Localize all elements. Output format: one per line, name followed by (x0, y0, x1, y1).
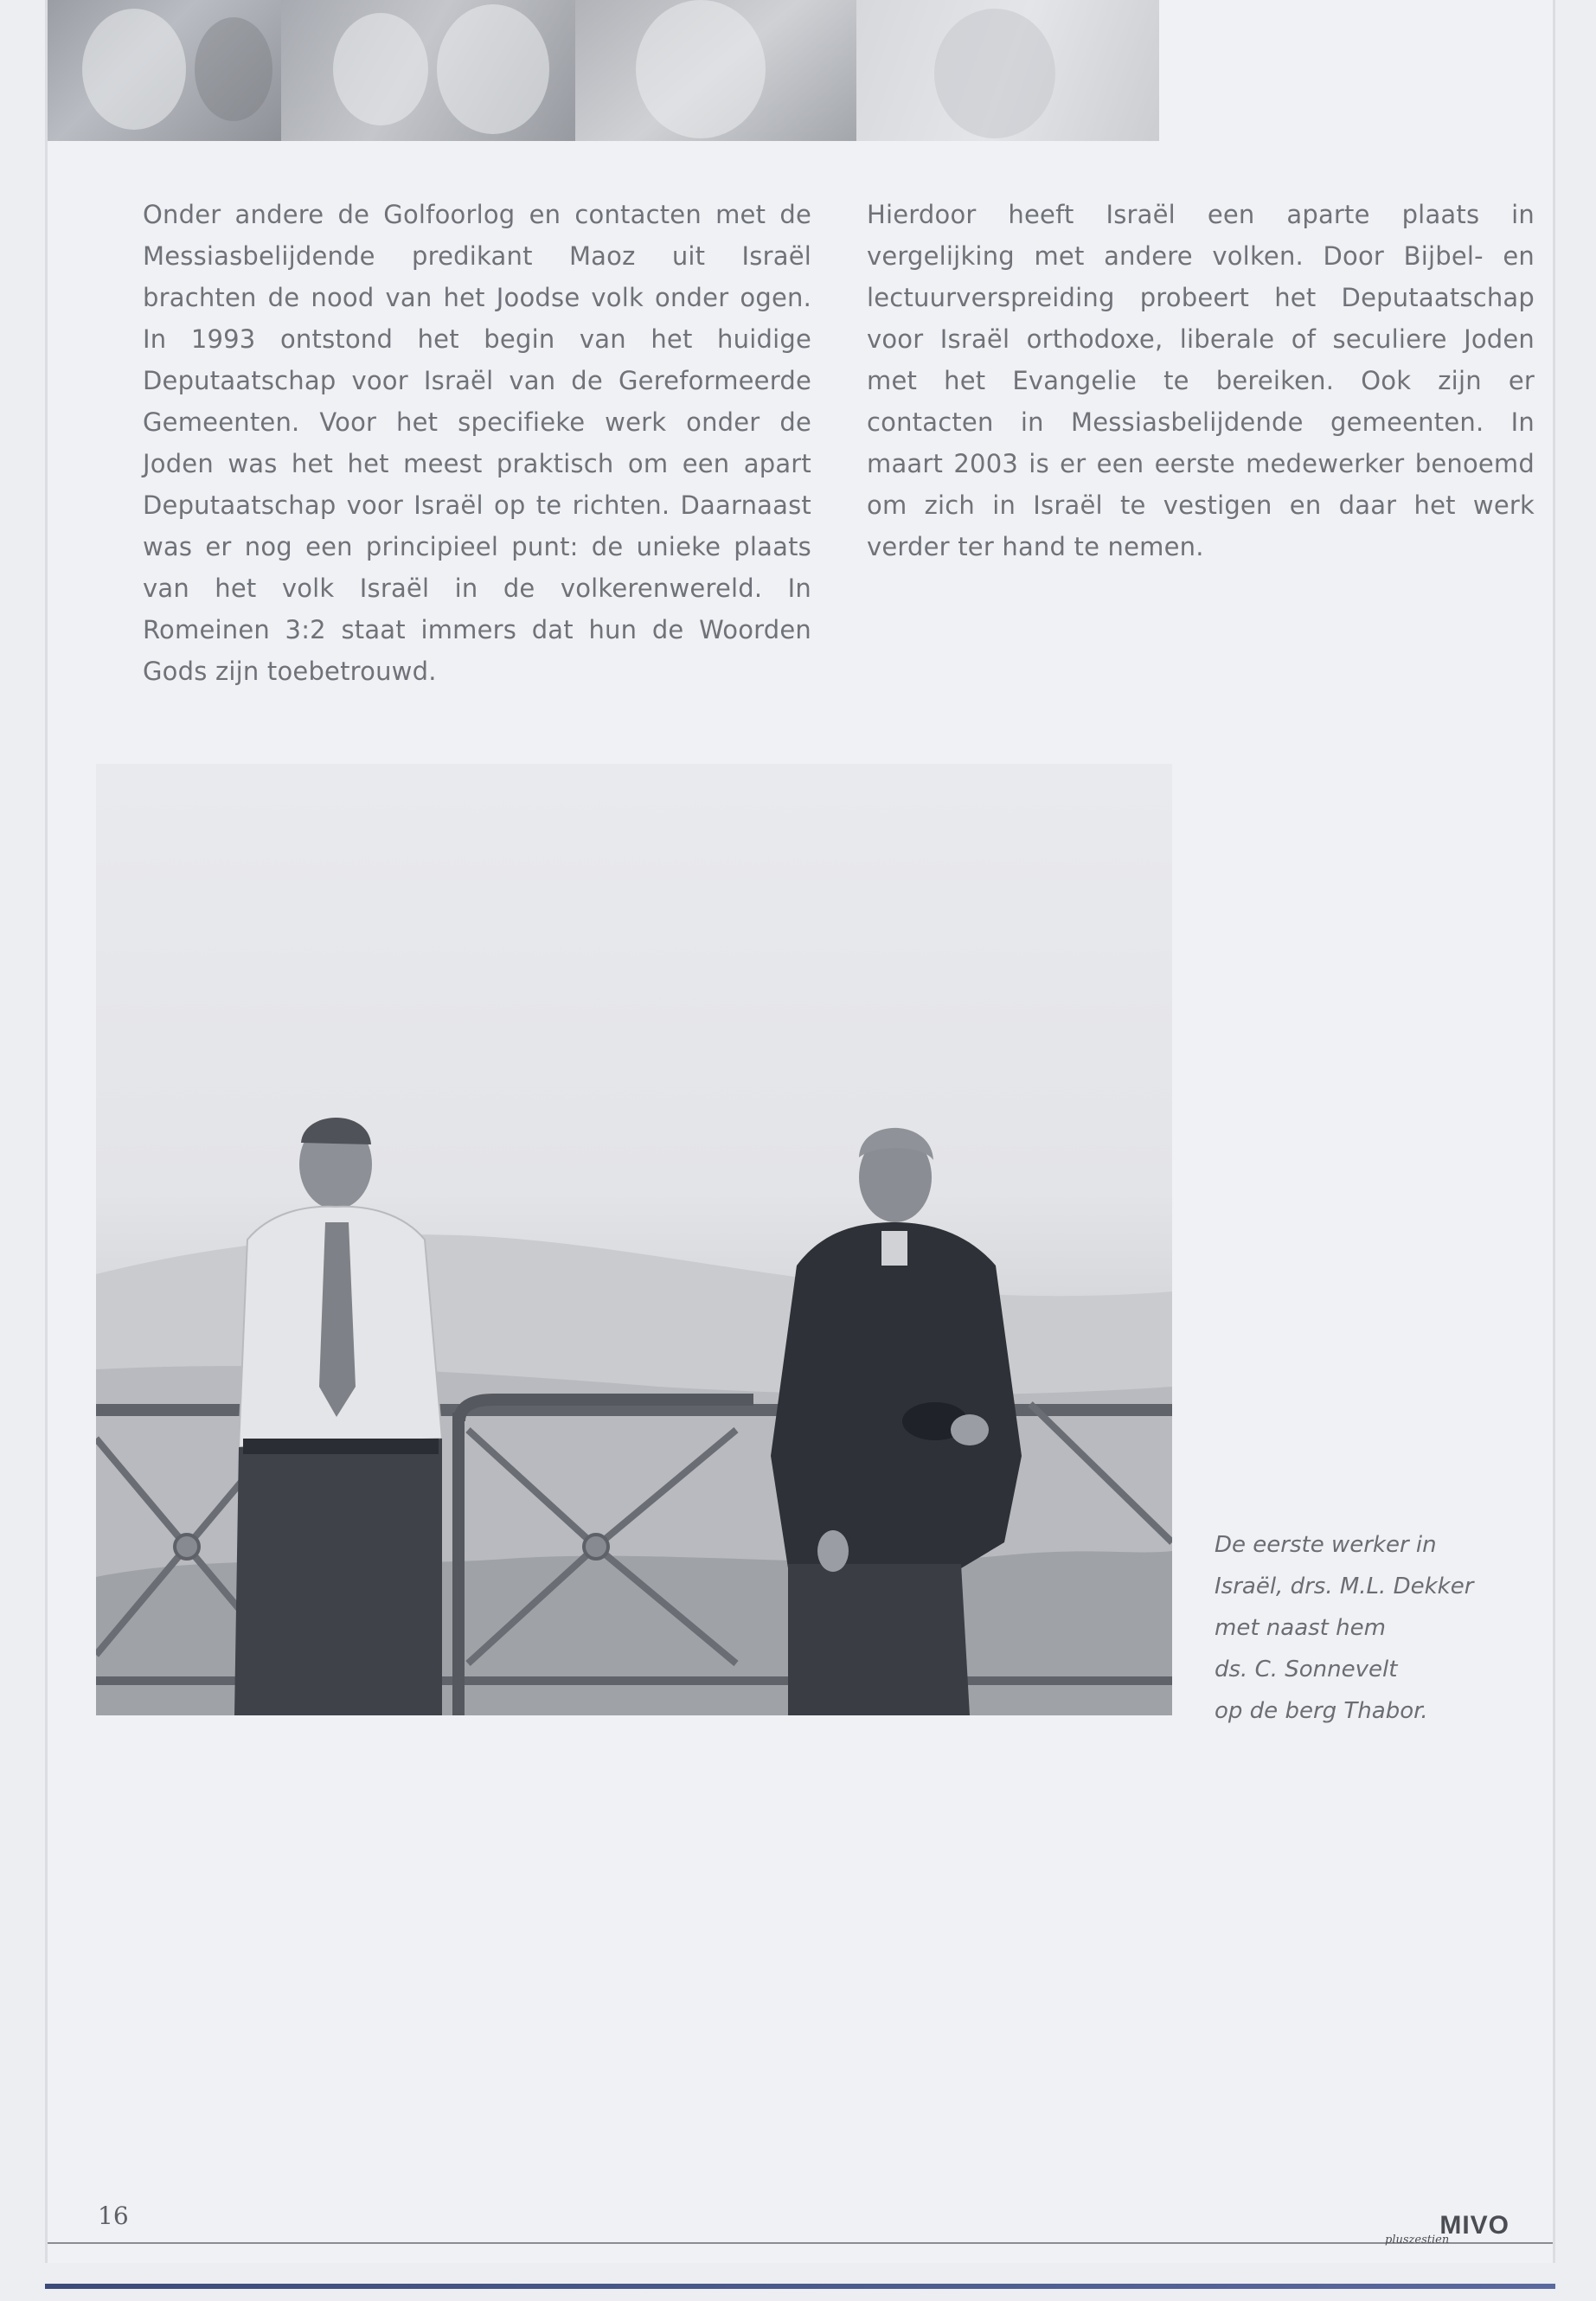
caption-line: De eerste werker in (1215, 1532, 1437, 1558)
article-paragraph: Hierdoor heeft Israël een aparte plaats in vergelijking met andere volken. Door Bijbel- en lectuurverspreiding probeert het Deputaatschap voor Israël orthodoxe, liberale of seculiere Joden met het Evangelie te bereiken. Ook zijn er contacten in Messiasbelijdende gemeenten. In maart 2003 is er een eerste medewerker benoemd om zich in Israël te vestigen en daar het werk verder ter hand te nemen. (867, 200, 1535, 561)
brand-logo (1343, 2211, 1551, 2246)
article-paragraph: Onder andere de Golfoorlog en contacten met de Messiasbelijdende predikant Maoz uit Israël brachten de nood van het Joodse volk onder ogen. In 1993 ontstond het begin van het huidige Deputaatschap voor Israël van de Gereformeerde Gemeenten. Voor het specifieke werk onder de Joden was het het meest praktisch om een apart Deputaatschap voor Israël op te richten. Daarnaast was er nog een principieel punt: de unieke plaats van het volk Israël in de volkerenwereld. In Romeinen 3:2 staat immers dat hun de Woorden Gods zijn toebetrouwd. (143, 200, 811, 686)
header-photo-2 (281, 0, 575, 141)
page-number: 16 (98, 2202, 129, 2230)
header-photo-3 (575, 0, 856, 141)
caption-line: op de berg Thabor. (1215, 1698, 1428, 1724)
photo-two-men-mount-tabor (96, 764, 1172, 1715)
brand-name: MIVO (1439, 2211, 1509, 2240)
photo-illustration (96, 764, 1172, 1715)
article-column-left (143, 194, 811, 692)
caption-line: Israël, drs. M.L. Dekker (1215, 1574, 1474, 1599)
header-photo-strip (48, 0, 1159, 141)
magazine-page (45, 0, 1555, 2263)
header-photo-1 (48, 0, 281, 141)
header-photo-4 (856, 0, 1159, 141)
caption-line: ds. C. Sonnevelt (1215, 1657, 1398, 1682)
footer-rule (48, 2242, 1553, 2244)
article-column-right (867, 194, 1535, 567)
photo-caption (1215, 1524, 1500, 1732)
brand-subtitle: pluszestien (1385, 2234, 1450, 2247)
caption-line: met naast hem (1215, 1615, 1386, 1641)
page-bottom-edge (45, 2284, 1555, 2289)
